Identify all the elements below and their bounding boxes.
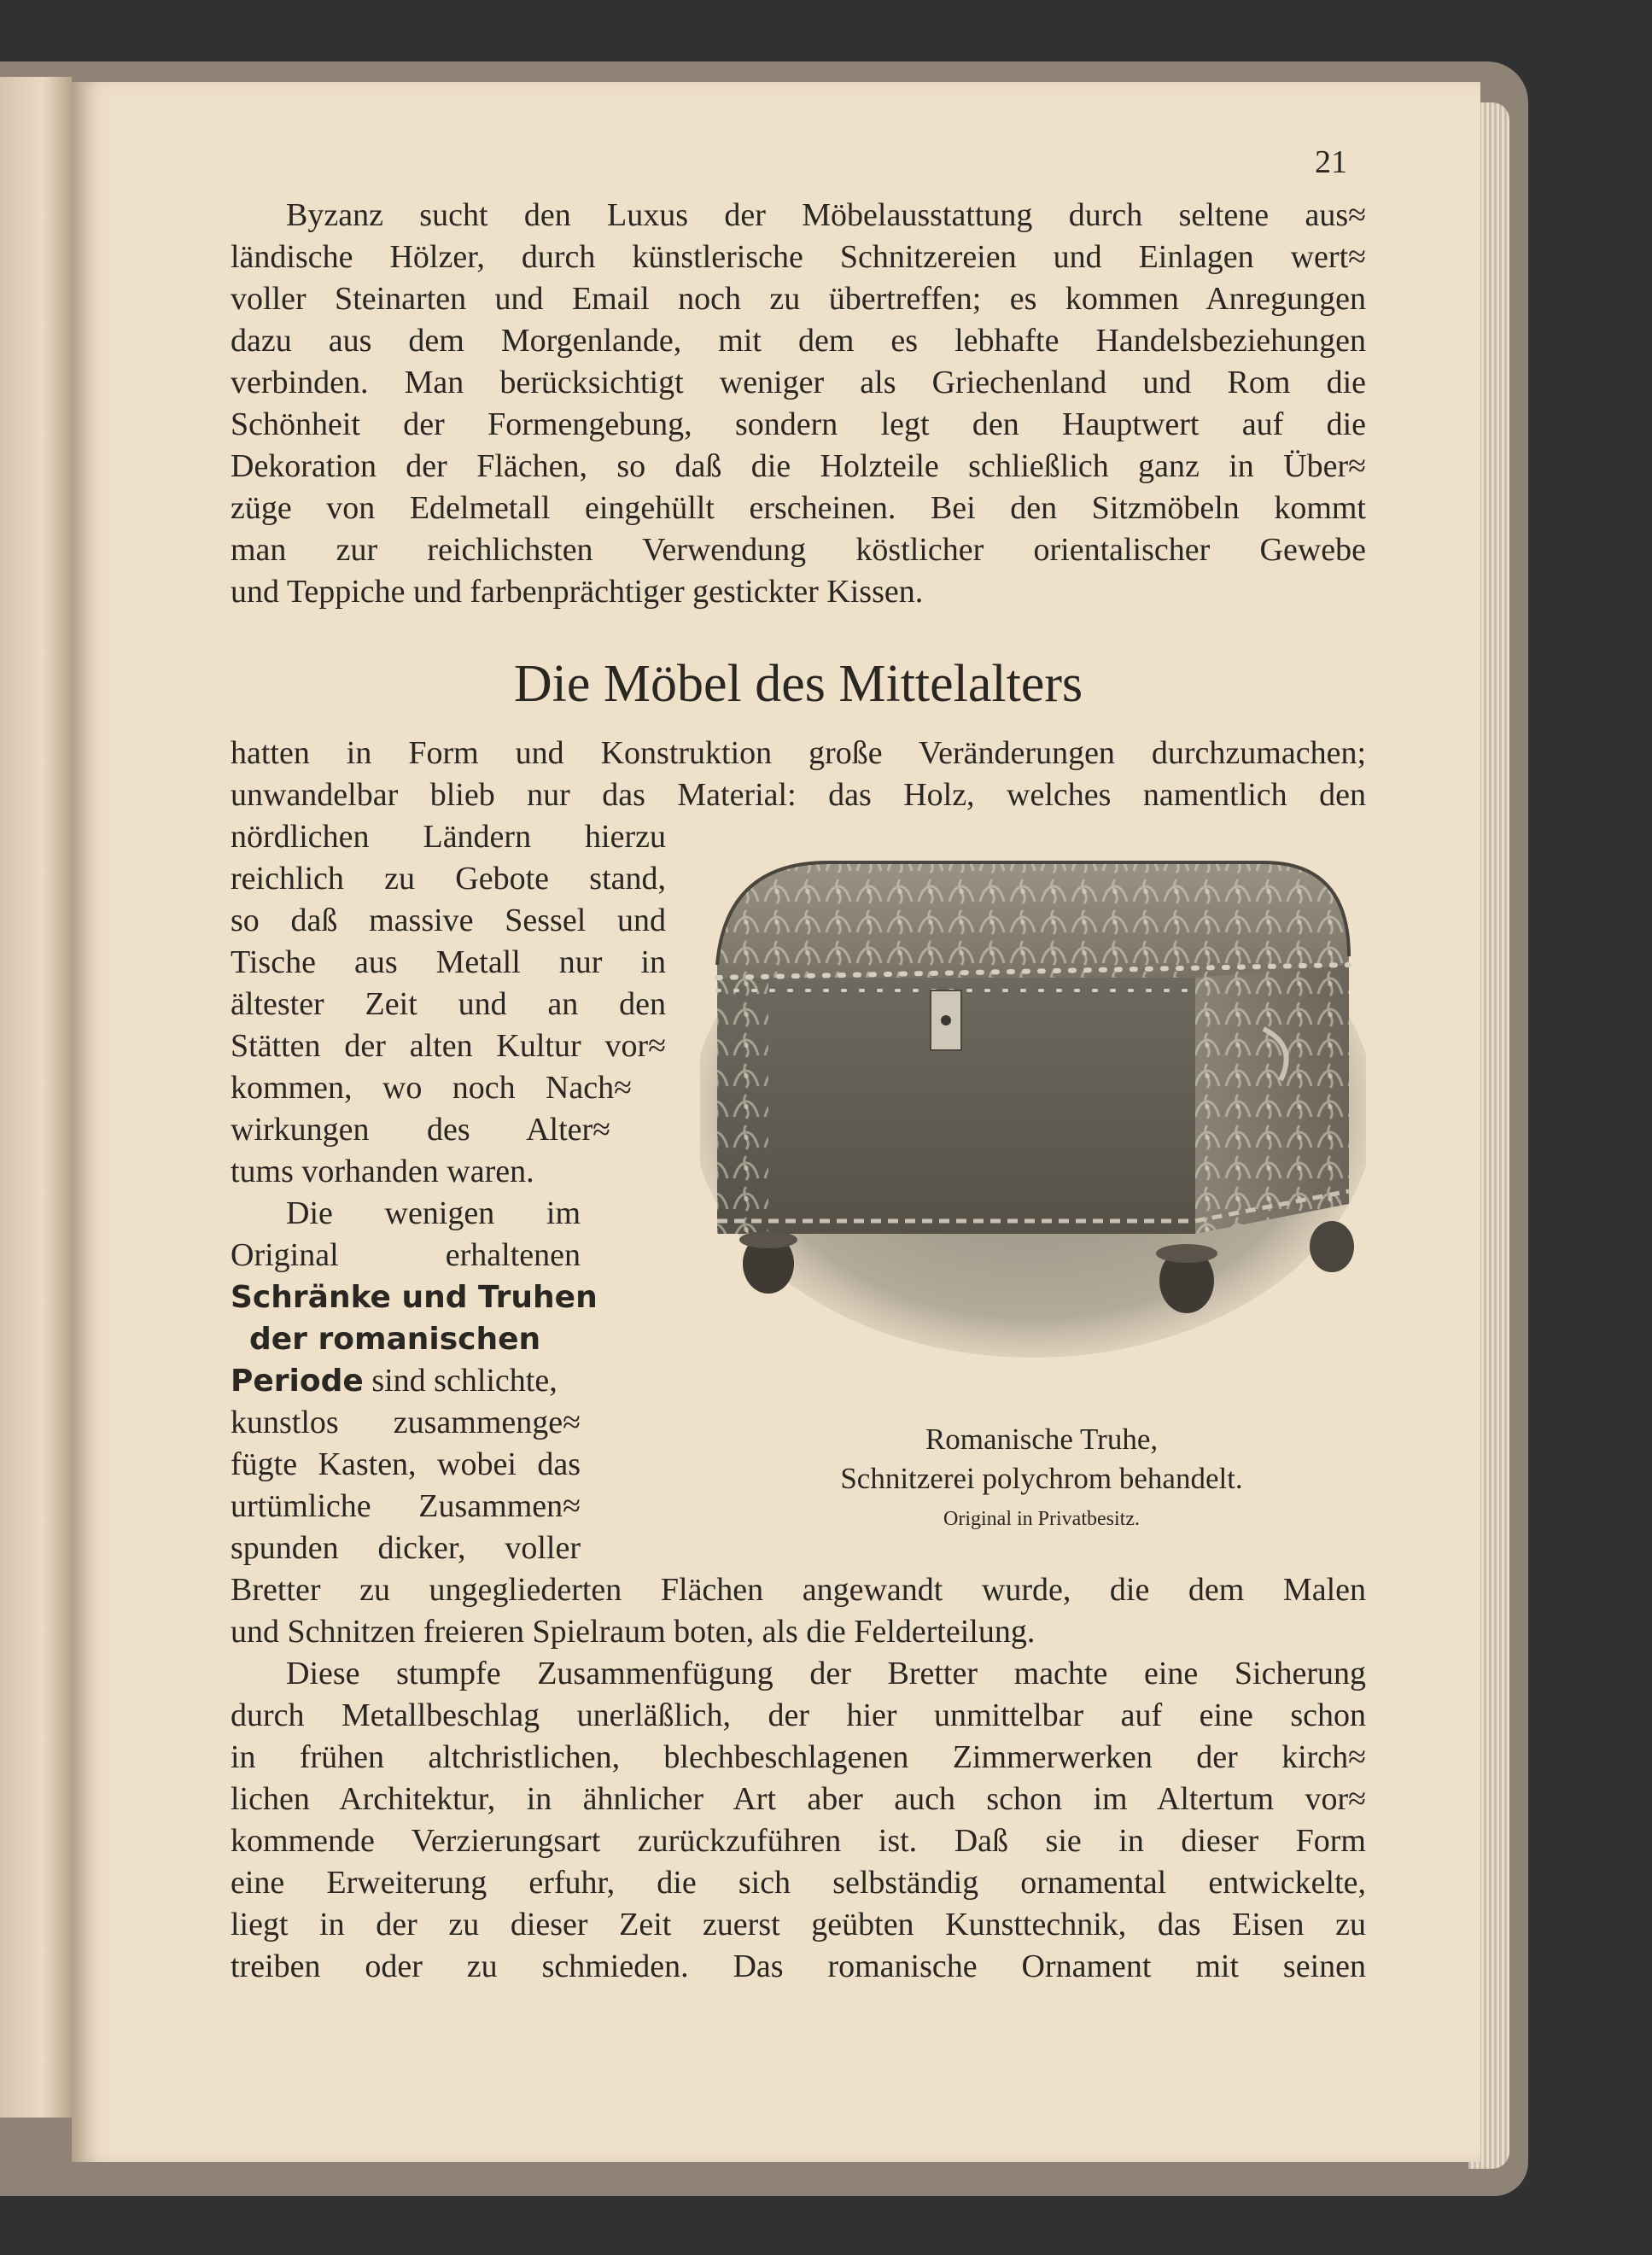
text-line: kommende Verzierungsart zurückzuführen ist. Daß sie in dieser Form <box>231 1823 1366 1859</box>
text-fragment: sind schlichte, <box>363 1363 557 1399</box>
bold-term: Periode <box>231 1364 364 1399</box>
text-line: durch Metallbeschlag unerläßlich, der hier unmittelbar auf eine schon <box>231 1697 1366 1733</box>
text-line: voller Steinarten und Email noch zu übertreffen; es kommen Anregungen <box>231 281 1366 317</box>
text-line: in frühen altchristlichen, blechbeschlagenen Zimmerwerken der kirch≈ <box>231 1739 1366 1775</box>
text-line <box>231 1360 581 1402</box>
text-line: züge von Edelmetall eingehüllt erscheinen. Bei den Sitzmöbeln kommt <box>231 490 1366 526</box>
bold-term: Schränke und Truhen <box>231 1280 598 1315</box>
romanesque-chest-illustration <box>700 845 1366 1358</box>
side-text-2 <box>231 1193 598 1569</box>
caption-description: Schnitzerei polychrom behandelt. <box>840 1462 1243 1495</box>
text-line: Bretter zu ungegliederten Flächen angewandt wurde, die dem Malen <box>231 1572 1366 1608</box>
text-line: reichlich zu Gebote stand, <box>231 861 666 897</box>
text-line: Original erhaltenen <box>231 1237 581 1273</box>
text-line: urtümliche Zusammen≈ <box>231 1488 581 1524</box>
text-line: Tische aus Metall nur in <box>231 944 666 980</box>
section-heading: Die Möbel des Mittelalters <box>513 655 1083 713</box>
text-line: ländische Hölzer, durch künstlerische Schnitzereien und Einlagen wert≈ <box>231 239 1366 275</box>
text-line: und Schnitzen freieren Spielraum boten, als die Felderteilung. <box>231 1614 1036 1650</box>
text-line: Stätten der alten Kultur vor≈ <box>231 1028 666 1064</box>
text-line: Schönheit der Formengebung, sondern legt den Hauptwert auf die <box>231 406 1366 442</box>
side-text-1 <box>231 816 666 1193</box>
text-line: liegt in der zu dieser Zeit zuerst geübten Kunsttechnik, das Eisen zu <box>231 1907 1366 1942</box>
text-line: kommen, wo noch Nach≈ <box>231 1070 632 1106</box>
body-paragraph-a <box>231 733 1366 816</box>
text-line: unwandelbar blieb nur das Material: das Holz, welches namentlich den <box>231 777 1366 813</box>
text-line: eine Erweiterung erfuhr, die sich selbständig ornamental entwickelte, <box>231 1865 1366 1901</box>
text-line: spunden dicker, voller <box>231 1530 581 1566</box>
text-line: so daß massive Sessel und <box>231 903 666 938</box>
text-line: Die wenigen im <box>286 1195 581 1231</box>
intro-paragraph <box>231 195 1366 613</box>
caption-source: Original in Privatbesitz. <box>943 1508 1140 1530</box>
facing-page-edge <box>0 77 72 2118</box>
chest-illustration <box>700 845 1366 1358</box>
text-line: ältester Zeit und an den <box>231 986 666 1022</box>
text-line: wirkungen des Alter≈ <box>231 1112 610 1148</box>
text-line: hatten in Form und Konstruktion große Veränderungen durchzumachen; <box>231 735 1366 771</box>
text-line: und Teppiche und farbenprächtiger gestickter Kissen. <box>231 574 924 610</box>
text-line: Dekoration der Flächen, so daß die Holzteile schließlich ganz in Über≈ <box>231 448 1366 484</box>
bold-term: der romanischen <box>249 1322 541 1357</box>
caption-title: Romanische Truhe, <box>925 1423 1159 1456</box>
text-line: Byzanz sucht den Luxus der Möbelausstattung durch seltene aus≈ <box>286 197 1366 233</box>
text-line: treiben oder zu schmieden. Das romanische Ornament mit seinen <box>231 1948 1366 1984</box>
text-line: lichen Architektur, in ähnlicher Art aber auch schon im Altertum vor≈ <box>231 1781 1366 1817</box>
text-line: verbinden. Man berücksichtigt weniger als Griechenland und Rom die <box>231 365 1366 400</box>
page-number: 21 <box>1315 144 1347 180</box>
text-line: man zur reichlichsten Verwendung köstlicher orientalischer Gewebe <box>231 532 1366 568</box>
text-line: nördlichen Ländern hierzu <box>231 819 666 855</box>
body-paragraph-b <box>231 1569 1366 1653</box>
text-line: kunstlos zusammenge≈ <box>231 1405 581 1440</box>
text-line: fügte Kasten, wobei das <box>231 1446 581 1482</box>
text-line: dazu aus dem Morgenlande, mit dem es lebhafte Handelsbeziehungen <box>231 323 1366 359</box>
body-paragraph-c <box>231 1653 1366 1988</box>
text-line: tums vorhanden waren. <box>231 1154 534 1189</box>
text-line: Diese stumpfe Zusammenfügung der Bretter machte eine Sicherung <box>286 1656 1366 1691</box>
